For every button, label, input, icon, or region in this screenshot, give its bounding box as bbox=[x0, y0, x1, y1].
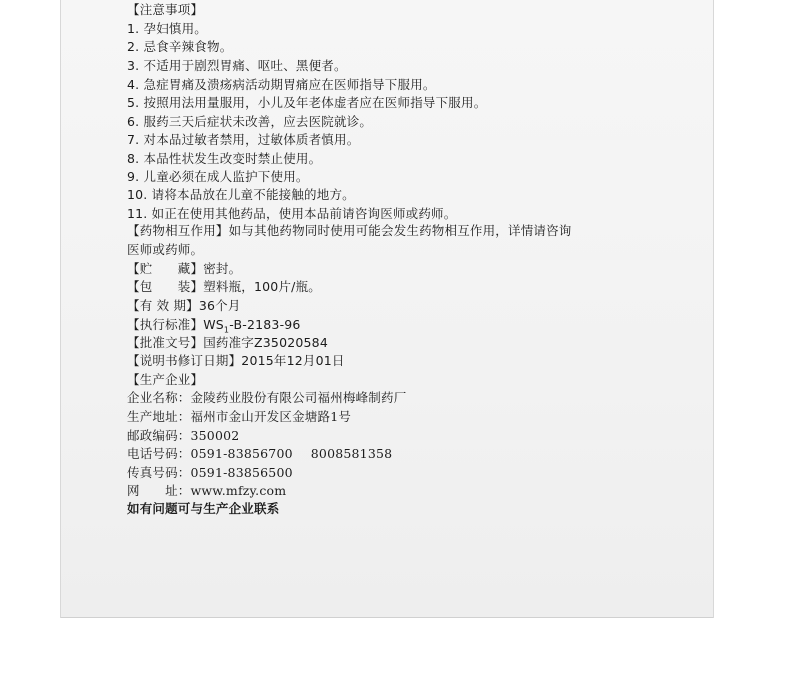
note-item: 6. 服药三天后症状未改善，应去医院就诊。 bbox=[127, 114, 373, 129]
company-name: 企业名称：金陵药业股份有限公司福州梅峰制药厂 bbox=[127, 390, 407, 405]
phone-field bbox=[127, 445, 392, 463]
storage-field: 【贮 藏】密封。 bbox=[127, 261, 242, 276]
production-address: 生产地址：福州市金山开发区金塘路1号 bbox=[127, 409, 352, 424]
package-field: 【包 装】塑料瓶，100片/瓶。 bbox=[127, 279, 321, 294]
note-item: 10. 请将本品放在儿童不能接触的地方。 bbox=[127, 187, 355, 202]
approval-field: 【批准文号】国药准字Z35020584 bbox=[127, 335, 328, 350]
note-item: 1. 孕妇慎用。 bbox=[127, 21, 207, 36]
note-item: 3. 不适用于剧烈胃痛、呕吐、黑便者。 bbox=[127, 58, 347, 73]
interaction-line-1: 【药物相互作用】如与其他药物同时使用可能会发生药物相互作用，详情请咨询 bbox=[127, 223, 572, 238]
phone-extra: 8008581358 bbox=[310, 446, 393, 461]
revision-field: 【说明书修订日期】2015年12月01日 bbox=[127, 353, 345, 368]
website-field: 网 址：www.mfzy.com bbox=[127, 483, 287, 498]
note-item: 7. 对本品过敏者禁用，过敏体质者慎用。 bbox=[127, 132, 360, 147]
phone-main: 电话号码：0591-83856700 bbox=[127, 446, 293, 461]
fax-field: 传真号码：0591-83856500 bbox=[127, 465, 293, 480]
note-item: 11. 如正在使用其他药品，使用本品前请咨询医师或药师。 bbox=[127, 206, 457, 221]
standard-prefix: 【执行标准】WS bbox=[127, 317, 224, 332]
note-item: 5. 按照用法用量服用，小儿及年老体虚者应在医师指导下服用。 bbox=[127, 95, 487, 110]
note-item: 8. 本品性状发生改变时禁止使用。 bbox=[127, 151, 322, 166]
standard-suffix: -B-2183-96 bbox=[229, 317, 301, 332]
note-item: 2. 忌食辛辣食物。 bbox=[127, 39, 233, 54]
note-item: 9. 儿童必须在成人监护下使用。 bbox=[127, 169, 309, 184]
contact-note: 如有问题可与生产企业联系 bbox=[127, 501, 280, 516]
standard-subscript: 1 bbox=[223, 325, 230, 335]
validity-field: 【有 效 期】36个月 bbox=[127, 298, 241, 313]
postal-code: 邮政编码：350002 bbox=[127, 428, 240, 443]
manufacturer-header: 【生产企业】 bbox=[127, 372, 204, 387]
note-item: 4. 急症胃痛及溃疡病活动期胃痛应在医师指导下服用。 bbox=[127, 77, 436, 92]
notes-header: 【注意事项】 bbox=[127, 2, 204, 17]
interaction-line-2: 医师或药师。 bbox=[127, 242, 204, 257]
